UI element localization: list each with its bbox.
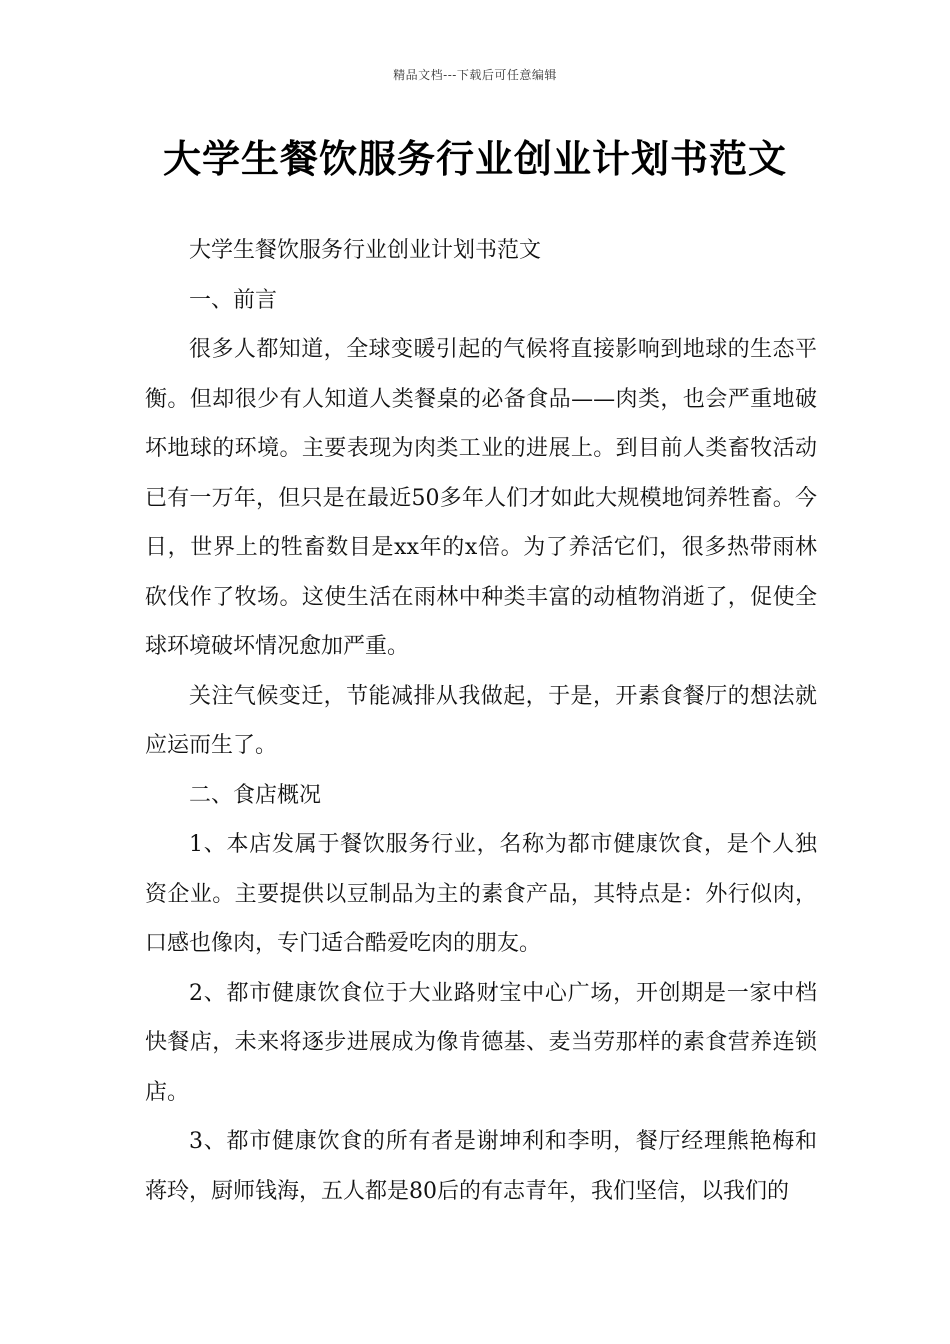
paragraph-subtitle: 大学生餐饮服务行业创业计划书范文 xyxy=(189,238,542,263)
section-heading-overview: 二、食店概况 xyxy=(189,782,322,808)
section-heading-preface: 一、前言 xyxy=(189,287,278,313)
paragraph-preface-body: 很多人都知道，全球变暖引起的气候将直接影响到地球的生态平衡。但却很少有人知道人类餐桌的必备食品——肉类，也会严重地破坏地球的环境。主要表现为肉类工业的进展上。到目前人类畜牧活动已有一万年，但只是在最近50多年人们才如此大规模地饲养牲畜。今日，世界上的牲畜数目是xx年的x倍。为了养活它们，很多热带雨林砍伐作了牧场。这使生活在雨林中种类丰富的动植物消逝了，促使全球环境破坏情况愈加严重。 xyxy=(145,337,817,659)
document-body xyxy=(145,226,817,1216)
paragraph-item-2: 2、都市健康饮食位于大业路财宝中心广场，开创期是一家中档快餐店，未来将逐步进展成为像肯德基、麦当劳那样的素食营养连锁店。 xyxy=(145,980,817,1105)
paragraph-item-1: 1、本店发属于餐饮服务行业，名称为都市健康饮食，是个人独资企业。主要提供以豆制品为主的素食产品，其特点是：外行似肉，口感也像肉，专门适合酷爱吃肉的朋友。 xyxy=(145,832,817,956)
document-title: 大学生餐饮服务行业创业计划书范文 xyxy=(162,136,787,181)
header-note: 精品文档---下载后可任意编辑 xyxy=(393,68,557,82)
paragraph-item-3: 3、都市健康饮食的所有者是谢坤利和李明，餐厅经理熊艳梅和蒋玲，厨师钱海，五人都是80后的有志青年，我们坚信，以我们的 xyxy=(145,1129,817,1204)
paragraph-idea: 关注气候变迁，节能减排从我做起，于是，开素食餐厅的想法就应运而生了。 xyxy=(145,683,817,758)
